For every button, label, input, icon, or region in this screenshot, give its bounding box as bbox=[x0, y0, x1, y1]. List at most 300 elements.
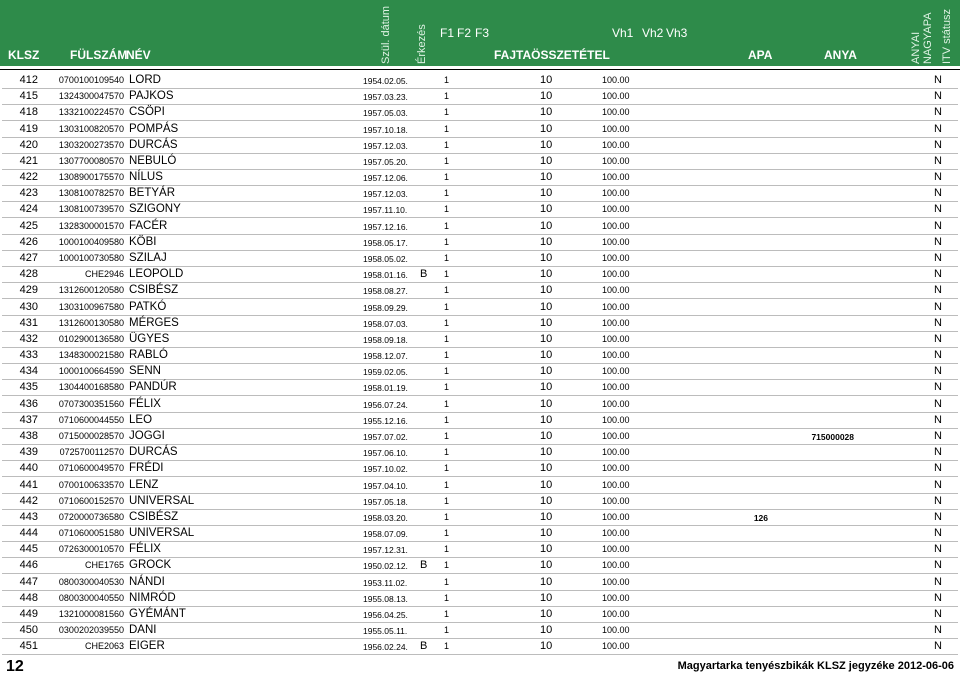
cell-nev: BETYÁR bbox=[129, 187, 176, 200]
cell-itv-statusz: N bbox=[934, 429, 942, 442]
cell-szul-datum: 1950.02.12. bbox=[363, 561, 408, 572]
cell-itv-statusz: N bbox=[934, 187, 942, 200]
cell-nev: EIGER bbox=[129, 640, 165, 653]
cell-fulszam: 1332100224570 bbox=[58, 107, 124, 118]
cell-szul-datum: 1953.11.02. bbox=[363, 577, 408, 588]
cell-szul-datum: 1958.05.02. bbox=[363, 253, 408, 264]
cell-vh1: 100.00 bbox=[602, 544, 630, 555]
cell-erkezes: B bbox=[420, 559, 428, 572]
cell-szul-datum: 1958.07.09. bbox=[363, 529, 408, 540]
cell-f3: 10 bbox=[540, 429, 553, 442]
cell-itv-statusz: N bbox=[934, 527, 942, 540]
cell-fulszam: 1308100739570 bbox=[58, 204, 124, 215]
cell-fulszam: 1308900175570 bbox=[58, 172, 124, 183]
cell-szul-datum: 1956.02.24. bbox=[363, 642, 408, 653]
cell-szul-datum: 1958.03.20. bbox=[363, 512, 408, 523]
cell-f1: 1 bbox=[444, 91, 450, 102]
cell-itv-statusz: N bbox=[934, 591, 942, 604]
cell-nev: LORD bbox=[129, 74, 161, 86]
cell-nev: CSIBÉSZ bbox=[129, 510, 179, 523]
cell-nev: ÜGYES bbox=[129, 332, 170, 345]
cell-klsz: 421 bbox=[19, 154, 38, 167]
cell-klsz: 435 bbox=[19, 381, 38, 394]
header-szul-datum: Szül. dátum bbox=[380, 5, 392, 64]
cell-vh1: 100.00 bbox=[602, 91, 630, 102]
cell-nev: NEBULÓ bbox=[129, 154, 177, 167]
cell-itv-statusz: N bbox=[934, 235, 942, 248]
cell-f1: 1 bbox=[444, 608, 450, 619]
cell-itv-statusz: N bbox=[934, 122, 942, 135]
cell-klsz: 423 bbox=[19, 187, 38, 200]
cell-fulszam: CHE2063 bbox=[84, 641, 124, 652]
cell-szul-datum: 1957.12.31. bbox=[363, 545, 408, 556]
cell-szul-datum: 1958.08.27. bbox=[363, 286, 408, 297]
cell-szul-datum: 1959.02.05. bbox=[363, 367, 408, 378]
cell-fulszam: 1000100730580 bbox=[58, 252, 124, 263]
table-header bbox=[0, 0, 960, 66]
cell-vh1: 100.00 bbox=[602, 398, 630, 409]
cell-klsz: 447 bbox=[19, 575, 38, 588]
table-row bbox=[0, 557, 960, 574]
header-rule bbox=[0, 69, 960, 70]
table-row bbox=[0, 509, 960, 526]
cell-klsz: 445 bbox=[19, 543, 38, 556]
cell-itv-statusz: N bbox=[934, 154, 942, 167]
cell-itv-statusz: N bbox=[934, 106, 942, 119]
cell-klsz: 426 bbox=[19, 235, 38, 248]
table-row bbox=[0, 638, 960, 655]
cell-szul-datum: 1957.05.03. bbox=[363, 108, 408, 119]
cell-itv-statusz: N bbox=[934, 316, 942, 329]
cell-nev: SENN bbox=[129, 365, 161, 378]
cell-f1: 1 bbox=[444, 430, 450, 441]
cell-f3: 10 bbox=[540, 607, 553, 620]
cell-f3: 10 bbox=[540, 527, 553, 540]
cell-vh1: 100.00 bbox=[602, 479, 630, 490]
cell-szul-datum: 1958.01.16. bbox=[363, 270, 408, 281]
cell-itv-statusz: N bbox=[934, 510, 942, 523]
cell-f1: 1 bbox=[444, 382, 450, 393]
cell-itv-statusz: N bbox=[934, 171, 942, 184]
cell-f1: 1 bbox=[444, 236, 450, 247]
cell-klsz: 432 bbox=[19, 332, 38, 345]
cell-vh1: 100.00 bbox=[602, 608, 630, 619]
header-f3: F3 bbox=[475, 26, 490, 40]
cell-klsz: 422 bbox=[19, 171, 38, 184]
cell-klsz: 431 bbox=[19, 316, 38, 329]
cell-f1: 1 bbox=[444, 544, 450, 555]
cell-nev: SZILAJ bbox=[129, 251, 167, 264]
cell-f1: 1 bbox=[444, 333, 450, 344]
cell-fulszam: 0726300010570 bbox=[58, 544, 124, 555]
table-row bbox=[0, 218, 960, 235]
cell-f1: 1 bbox=[444, 366, 450, 377]
cell-f1: 1 bbox=[444, 495, 450, 506]
cell-vh1: 100.00 bbox=[602, 528, 630, 539]
cell-f3: 10 bbox=[540, 284, 553, 297]
cell-fulszam: 0300202039550 bbox=[58, 625, 124, 636]
cell-itv-statusz: N bbox=[934, 268, 942, 281]
cell-vh1: 100.00 bbox=[602, 414, 630, 425]
cell-szul-datum: 1957.07.02. bbox=[363, 431, 408, 442]
cell-nev: DANI bbox=[129, 624, 157, 637]
cell-fulszam: 1000100409580 bbox=[58, 236, 124, 247]
cell-itv-statusz: N bbox=[934, 575, 942, 588]
cell-vh1: 100.00 bbox=[602, 592, 630, 603]
cell-f3: 10 bbox=[540, 624, 553, 637]
cell-klsz: 425 bbox=[19, 219, 38, 232]
cell-nev: CSIBÉSZ bbox=[129, 284, 179, 297]
cell-f3: 10 bbox=[540, 413, 553, 426]
table-row bbox=[0, 428, 960, 445]
page-number: 12 bbox=[6, 658, 24, 675]
cell-f3: 10 bbox=[540, 494, 553, 507]
cell-vh1: 100.00 bbox=[602, 333, 630, 344]
cell-apa: 126 bbox=[753, 512, 768, 523]
cell-f1: 1 bbox=[444, 592, 450, 603]
cell-f1: 1 bbox=[444, 528, 450, 539]
cell-fulszam: 1303100967580 bbox=[58, 301, 124, 312]
cell-itv-statusz: N bbox=[934, 446, 942, 459]
cell-klsz: 437 bbox=[19, 413, 38, 426]
cell-f1: 1 bbox=[444, 107, 450, 118]
cell-fulszam: 0800300040550 bbox=[58, 592, 124, 603]
cell-f3: 10 bbox=[540, 251, 553, 264]
cell-szul-datum: 1957.05.20. bbox=[363, 156, 408, 167]
cell-nev: POMPÁS bbox=[129, 122, 179, 135]
cell-nev: GROCK bbox=[129, 559, 172, 572]
cell-szul-datum: 1957.06.10. bbox=[363, 448, 408, 459]
cell-szul-datum: 1958.01.19. bbox=[363, 383, 408, 394]
header-itv-statusz: ITV státusz bbox=[941, 8, 953, 64]
cell-erkezes: B bbox=[420, 268, 428, 281]
cell-vh1: 100.00 bbox=[602, 576, 630, 587]
cell-klsz: 443 bbox=[19, 510, 38, 523]
table-row bbox=[0, 234, 960, 251]
cell-szul-datum: 1955.12.16. bbox=[363, 415, 408, 426]
cell-nev: FÉLIX bbox=[129, 543, 161, 556]
table-row bbox=[0, 444, 960, 461]
cell-fulszam: 0700100109540 bbox=[58, 75, 124, 85]
cell-vh1: 100.00 bbox=[602, 252, 630, 263]
cell-klsz: 412 bbox=[19, 74, 38, 86]
cell-nev: PAJKOS bbox=[129, 90, 174, 103]
header-fulszam: FÜLSZÁM bbox=[70, 48, 128, 62]
cell-f3: 10 bbox=[540, 268, 553, 281]
cell-vh1: 100.00 bbox=[602, 463, 630, 474]
cell-itv-statusz: N bbox=[934, 349, 942, 362]
cell-itv-statusz: N bbox=[934, 559, 942, 572]
cell-f3: 10 bbox=[540, 138, 553, 151]
header-vh3: Vh3 bbox=[666, 26, 688, 40]
cell-f3: 10 bbox=[540, 316, 553, 329]
cell-f3: 10 bbox=[540, 559, 553, 572]
header-anya: ANYA bbox=[824, 48, 857, 62]
cell-f1: 1 bbox=[444, 123, 450, 134]
cell-fulszam: 1304400168580 bbox=[58, 382, 124, 393]
table-row bbox=[0, 185, 960, 202]
cell-f1: 1 bbox=[444, 285, 450, 296]
cell-klsz: 428 bbox=[19, 268, 38, 281]
cell-fulszam: 1328300001570 bbox=[58, 220, 124, 231]
cell-itv-statusz: N bbox=[934, 543, 942, 556]
cell-itv-statusz: N bbox=[934, 284, 942, 297]
cell-itv-statusz: N bbox=[934, 365, 942, 378]
table-row bbox=[0, 363, 960, 380]
cell-f1: 1 bbox=[444, 172, 450, 183]
cell-itv-statusz: N bbox=[934, 219, 942, 232]
cell-klsz: 451 bbox=[19, 640, 38, 653]
cell-f3: 10 bbox=[540, 397, 553, 410]
table-row bbox=[0, 574, 960, 591]
footer-caption: Magyartarka tenyészbikák KLSZ jegyzéke 2012-06-06 bbox=[677, 660, 954, 672]
table-row bbox=[0, 137, 960, 154]
cell-f3: 10 bbox=[540, 300, 553, 313]
cell-f1: 1 bbox=[444, 414, 450, 425]
cell-f1: 1 bbox=[444, 576, 450, 587]
cell-itv-statusz: N bbox=[934, 624, 942, 637]
cell-f3: 10 bbox=[540, 510, 553, 523]
header-f1: F1 bbox=[440, 26, 455, 40]
cell-itv-statusz: N bbox=[934, 494, 942, 507]
cell-nev: SZIGONY bbox=[129, 203, 181, 216]
cell-vh1: 100.00 bbox=[602, 123, 630, 134]
cell-vh1: 100.00 bbox=[602, 285, 630, 296]
cell-f3: 10 bbox=[540, 591, 553, 604]
cell-vh1: 100.00 bbox=[602, 625, 630, 636]
cell-fulszam: 0710600044550 bbox=[58, 414, 124, 425]
cell-f1: 1 bbox=[444, 625, 450, 636]
cell-nev: NIMRÓD bbox=[129, 591, 176, 604]
cell-f3: 10 bbox=[540, 74, 553, 86]
cell-vh1: 100.00 bbox=[602, 139, 630, 150]
cell-nev: LEO bbox=[129, 413, 153, 426]
cell-klsz: 433 bbox=[19, 349, 38, 362]
cell-vh1: 100.00 bbox=[602, 236, 630, 247]
cell-vh1: 100.00 bbox=[602, 447, 630, 458]
cell-f1: 1 bbox=[444, 398, 450, 409]
cell-klsz: 439 bbox=[19, 446, 38, 459]
header-apa: APA bbox=[748, 48, 773, 62]
cell-vh1: 100.00 bbox=[602, 511, 630, 522]
table-row bbox=[0, 412, 960, 429]
cell-fulszam: 0720000736580 bbox=[58, 511, 124, 522]
cell-vh1: 100.00 bbox=[602, 641, 630, 652]
cell-szul-datum: 1957.05.18. bbox=[363, 496, 408, 507]
cell-szul-datum: 1958.05.17. bbox=[363, 237, 408, 248]
cell-szul-datum: 1957.10.02. bbox=[363, 464, 408, 475]
cell-nev: UNIVERSAL bbox=[129, 494, 195, 507]
cell-f3: 10 bbox=[540, 381, 553, 394]
cell-klsz: 429 bbox=[19, 284, 38, 297]
cell-f3: 10 bbox=[540, 219, 553, 232]
cell-nev: DURCÁS bbox=[129, 446, 178, 459]
cell-nev: PATKÓ bbox=[129, 300, 167, 313]
header-klsz: KLSZ bbox=[8, 48, 40, 62]
cell-f3: 10 bbox=[540, 154, 553, 167]
cell-f3: 10 bbox=[540, 478, 553, 491]
cell-szul-datum: 1957.03.23. bbox=[363, 92, 408, 103]
cell-vh1: 100.00 bbox=[602, 317, 630, 328]
cell-nev: DURCÁS bbox=[129, 138, 178, 151]
cell-vh1: 100.00 bbox=[602, 350, 630, 361]
table-row bbox=[0, 266, 960, 283]
cell-f1: 1 bbox=[444, 463, 450, 474]
cell-fulszam: 0102900136580 bbox=[58, 333, 124, 344]
cell-nev: UNIVERSAL bbox=[129, 527, 195, 540]
cell-szul-datum: 1955.05.11. bbox=[363, 626, 408, 637]
cell-szul-datum: 1956.04.25. bbox=[363, 609, 408, 620]
cell-nev: NÁNDI bbox=[129, 575, 165, 588]
cell-f3: 10 bbox=[540, 365, 553, 378]
header-erkezes: Érkezés bbox=[416, 24, 428, 64]
cell-nev: NÍLUS bbox=[129, 171, 163, 184]
cell-f1: 1 bbox=[444, 350, 450, 361]
cell-itv-statusz: N bbox=[934, 462, 942, 475]
cell-szul-datum: 1958.12.07. bbox=[363, 351, 408, 362]
header-nev: NÉV bbox=[126, 48, 151, 62]
cell-nev: GYÉMÁNT bbox=[129, 607, 186, 620]
cell-itv-statusz: N bbox=[934, 203, 942, 216]
cell-klsz: 420 bbox=[19, 138, 38, 151]
cell-nev: FACÉR bbox=[129, 219, 168, 232]
cell-klsz: 440 bbox=[19, 462, 38, 475]
cell-erkezes: B bbox=[420, 640, 428, 653]
cell-fulszam: 1321000081560 bbox=[58, 608, 124, 619]
cell-szul-datum: 1955.08.13. bbox=[363, 593, 408, 604]
cell-itv-statusz: N bbox=[934, 607, 942, 620]
cell-fulszam: 0725700112570 bbox=[59, 447, 124, 458]
table-row bbox=[0, 606, 960, 623]
table-row bbox=[0, 347, 960, 364]
cell-itv-statusz: N bbox=[934, 332, 942, 345]
cell-nev: PANDÚR bbox=[129, 381, 177, 394]
cell-fulszam: 1308100782570 bbox=[58, 188, 124, 199]
table-row bbox=[0, 622, 960, 639]
cell-itv-statusz: N bbox=[934, 640, 942, 653]
cell-szul-datum: 1957.12.06. bbox=[363, 173, 408, 184]
cell-szul-datum: 1958.07.03. bbox=[363, 318, 408, 329]
table-row bbox=[0, 493, 960, 510]
cell-itv-statusz: N bbox=[934, 90, 942, 103]
cell-f3: 10 bbox=[540, 187, 553, 200]
cell-szul-datum: 1956.07.24. bbox=[363, 399, 408, 410]
cell-itv-statusz: N bbox=[934, 300, 942, 313]
cell-itv-statusz: N bbox=[934, 397, 942, 410]
table-row bbox=[0, 590, 960, 607]
cell-szul-datum: 1957.04.10. bbox=[363, 480, 408, 491]
cell-fulszam: 1312600120580 bbox=[58, 285, 124, 296]
cell-nev: FRÉDI bbox=[129, 462, 164, 475]
cell-fulszam: 0710600049570 bbox=[58, 463, 124, 474]
cell-f1: 1 bbox=[444, 511, 450, 522]
table-row bbox=[0, 541, 960, 558]
cell-klsz: 430 bbox=[19, 300, 38, 313]
table-row bbox=[0, 104, 960, 121]
cell-klsz: 441 bbox=[19, 478, 38, 491]
cell-fulszam: 1000100664590 bbox=[58, 366, 124, 377]
cell-klsz: 415 bbox=[19, 90, 38, 103]
cell-vh1: 100.00 bbox=[602, 107, 630, 118]
table-row bbox=[0, 169, 960, 186]
cell-nev: MÉRGES bbox=[129, 316, 179, 329]
cell-f3: 10 bbox=[540, 446, 553, 459]
table-row bbox=[0, 299, 960, 316]
cell-klsz: 444 bbox=[19, 527, 38, 540]
cell-klsz: 434 bbox=[19, 365, 38, 378]
cell-vh1: 100.00 bbox=[602, 269, 630, 280]
cell-f1: 1 bbox=[444, 252, 450, 263]
cell-klsz: 448 bbox=[19, 591, 38, 604]
cell-fulszam: 0710600152570 bbox=[58, 495, 124, 506]
cell-fulszam: 1303200273570 bbox=[58, 139, 124, 150]
cell-f1: 1 bbox=[444, 447, 450, 458]
cell-fulszam: CHE1765 bbox=[84, 560, 124, 571]
table-row bbox=[0, 396, 960, 413]
cell-vh1: 100.00 bbox=[602, 382, 630, 393]
table-row bbox=[0, 331, 960, 348]
cell-vh1: 100.00 bbox=[602, 366, 630, 377]
cell-szul-datum: 1958.09.29. bbox=[363, 302, 408, 313]
cell-itv-statusz: N bbox=[934, 74, 942, 86]
cell-f3: 10 bbox=[540, 203, 553, 216]
cell-fulszam: 1324300047570 bbox=[58, 91, 124, 102]
cell-vh1: 100.00 bbox=[602, 560, 630, 571]
cell-fulszam: 0800300040530 bbox=[58, 576, 124, 587]
cell-klsz: 436 bbox=[19, 397, 38, 410]
cell-klsz: 427 bbox=[19, 251, 38, 264]
cell-nev: RABLÓ bbox=[129, 349, 168, 362]
cell-f1: 1 bbox=[444, 155, 450, 166]
cell-f1: 1 bbox=[444, 204, 450, 215]
cell-szul-datum: 1958.09.18. bbox=[363, 334, 408, 345]
table-row bbox=[0, 282, 960, 299]
cell-f3: 10 bbox=[540, 543, 553, 556]
cell-nev: LEOPOLD bbox=[129, 268, 184, 281]
cell-vh1: 100.00 bbox=[602, 220, 630, 231]
cell-klsz: 419 bbox=[19, 122, 38, 135]
cell-vh1: 100.00 bbox=[602, 301, 630, 312]
cell-vh1: 100.00 bbox=[602, 495, 630, 506]
cell-szul-datum: 1957.12.03. bbox=[363, 140, 408, 151]
cell-vh1: 100.00 bbox=[602, 172, 630, 183]
cell-f3: 10 bbox=[540, 462, 553, 475]
table-row bbox=[0, 121, 960, 138]
cell-f1: 1 bbox=[444, 75, 450, 85]
cell-szul-datum: 1957.11.10. bbox=[363, 205, 408, 216]
cell-f3: 10 bbox=[540, 332, 553, 345]
cell-anya: 715000028 bbox=[811, 431, 854, 442]
cell-f3: 10 bbox=[540, 171, 553, 184]
cell-itv-statusz: N bbox=[934, 381, 942, 394]
cell-fulszam: 0710600051580 bbox=[58, 528, 124, 539]
cell-f1: 1 bbox=[444, 317, 450, 328]
cell-fulszam: 0700100633570 bbox=[58, 479, 124, 490]
cell-f1: 1 bbox=[444, 269, 450, 280]
table-row bbox=[0, 201, 960, 218]
cell-vh1: 100.00 bbox=[602, 155, 630, 166]
cell-f3: 10 bbox=[540, 122, 553, 135]
cell-fulszam: 1307700080570 bbox=[58, 155, 124, 166]
cell-szul-datum: 1957.10.18. bbox=[363, 124, 408, 135]
cell-klsz: 438 bbox=[19, 429, 38, 442]
table-row bbox=[0, 153, 960, 170]
cell-szul-datum: 1954.02.05. bbox=[363, 76, 408, 86]
table-row bbox=[0, 88, 960, 105]
cell-f1: 1 bbox=[444, 301, 450, 312]
table-row bbox=[0, 72, 960, 89]
table-row bbox=[0, 477, 960, 494]
